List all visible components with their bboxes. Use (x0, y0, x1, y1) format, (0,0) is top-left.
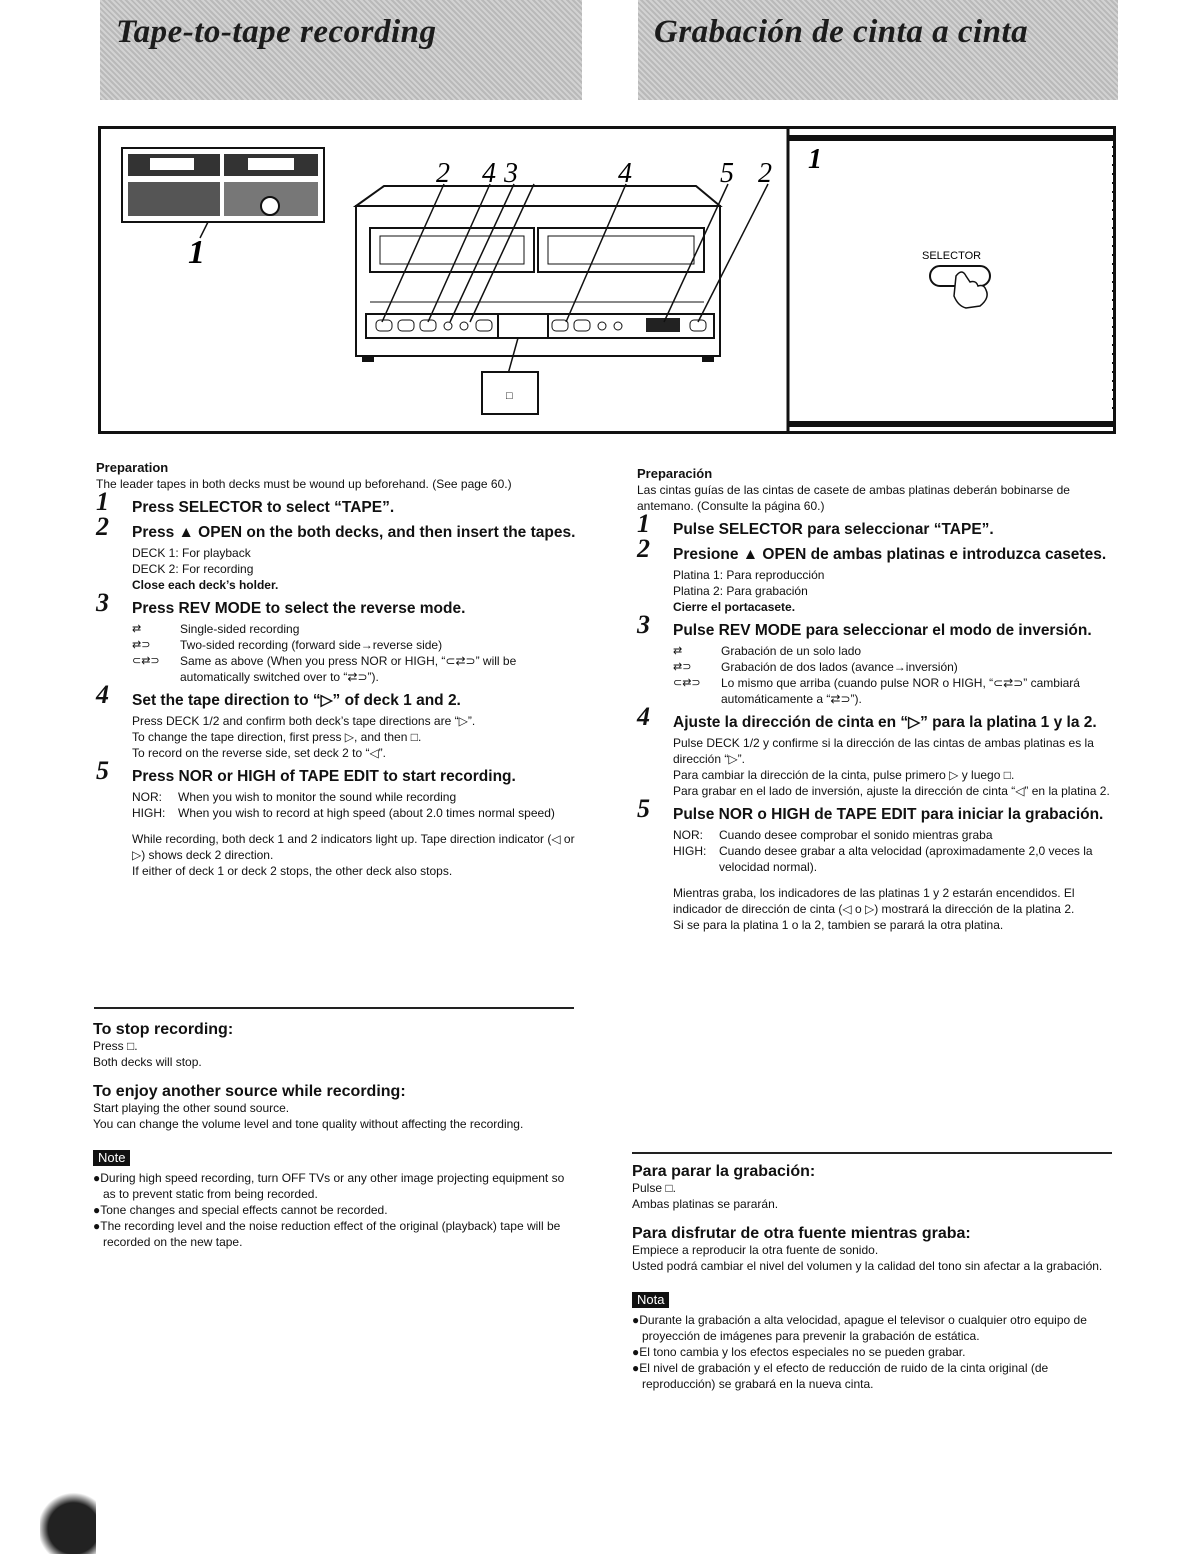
stop-symbol: □ (506, 390, 513, 402)
def-key: NOR: (132, 790, 162, 804)
step-3 (637, 610, 1115, 707)
spanish-column (637, 466, 1115, 933)
def-value: When you wish to monitor the sound while recording (178, 790, 457, 804)
callout-4: 5 (720, 158, 734, 189)
step-heading: Press NOR or HIGH of TAPE EDIT to start recording. (132, 768, 516, 785)
right-panel-number: 1 (808, 144, 822, 175)
step-bold-line: Cierre el portacasete. (673, 600, 796, 614)
step-heading: Pulse SELECTOR para seleccionar “TAPE”. (673, 521, 994, 538)
step-line: Press DECK 1/2 and confirm both deck’s tape directions are “▷”. (132, 714, 476, 728)
step-line: DECK 1: For playback (132, 546, 251, 560)
mode-text: Same as above (When you press NOR or HIGH, “⊂⇄⊃” will be automatically switched over to “⇄⊃”). (180, 654, 517, 684)
step-number: 4 (96, 680, 109, 709)
step-heading: Presione ▲ OPEN de ambas platinas e introduzca casetes. (673, 546, 1107, 563)
step-heading: Press ▲ OPEN on the both decks, and then insert the tapes. (132, 524, 576, 541)
def-value: Cuando desee comprobar el sonido mientras graba (719, 828, 993, 842)
mini-unit-icon (122, 148, 324, 238)
note-item: ●The recording level and the noise reduction effect of the original (playback) tape will be recorded on the new tape. (93, 1219, 561, 1249)
step-line: To record on the reverse side, set deck 2 to “◁”. (132, 746, 387, 760)
step-number: 2 (637, 534, 650, 563)
note-item: ●El nivel de grabación y el efecto de reducción de ruido de la cinta original (de reproducción) se grabará en la nueva cinta. (632, 1361, 1049, 1391)
step-4 (96, 680, 578, 761)
stop-line: Ambas platinas se pararán. (632, 1197, 779, 1211)
step-line: DECK 2: For recording (132, 562, 254, 576)
mode-text: Grabación de dos lados (avance→inversión) (721, 660, 958, 674)
enjoy-line: Empiece a reproducir la otra fuente de sonido. (632, 1243, 879, 1257)
step-heading: Pulse NOR o HIGH de TAPE EDIT para iniciar la grabación. (673, 806, 1104, 823)
mode-icon: ⇄⊃ (673, 661, 692, 673)
step-paragraph: While recording, both deck 1 and 2 indicators light up. Tape direction indicator (◁ or ▷) shows deck 2 direction. (132, 832, 575, 862)
stop-line: Press □. (93, 1039, 138, 1053)
mode-icon: ⇄ (132, 623, 142, 635)
step-number: 5 (96, 756, 109, 785)
def-key: NOR: (673, 828, 703, 842)
mode-icon: ⊂⇄⊃ (132, 655, 160, 667)
mode-icon: ⊂⇄⊃ (673, 677, 701, 689)
english-extras (93, 1018, 577, 1250)
step-heading: Press REV MODE to select the reverse mode. (132, 600, 466, 617)
step-4 (637, 702, 1115, 799)
step-line: To change the tape direction, first press ▷, and then □. (132, 730, 422, 744)
enjoy-line: Usted podrá cambiar el nivel del volumen y la calidad del tono sin afectar a la grabación. (632, 1259, 1103, 1273)
page-corner-mark (40, 1490, 96, 1554)
step-number: 5 (637, 794, 650, 823)
unit-callout: 1 (188, 234, 205, 271)
callout-0: 2 (436, 158, 450, 189)
note-label: Note (93, 1150, 130, 1166)
step-number: 4 (637, 702, 650, 731)
stop-line: Both decks will stop. (93, 1055, 202, 1069)
callout-2: 3 (504, 158, 518, 189)
step-2 (637, 534, 1115, 615)
step-5 (637, 794, 1115, 933)
enjoy-line: Start playing the other sound source. (93, 1101, 290, 1115)
note-item: ●El tono cambia y los efectos especiales no se pueden grabar. (632, 1345, 966, 1359)
divider-english (94, 1007, 574, 1009)
step-line: Para grabar en el lado de inversión, ajuste la dirección de cinta “◁” en la platina 2. (673, 784, 1110, 798)
enjoy-title: To enjoy another source while recording: (93, 1083, 406, 1100)
mode-text: Grabación de un solo lado (721, 644, 862, 658)
banner-spanish (638, 0, 1118, 100)
prep-title: Preparación (637, 466, 713, 481)
step-5 (96, 756, 578, 879)
english-column (96, 460, 578, 879)
page-title-spanish: Grabación de cinta a cinta (654, 14, 1029, 50)
spanish-extras (632, 1160, 1112, 1392)
mode-text: Lo mismo que arriba (cuando pulse NOR o HIGH, “⊂⇄⊃” cambiará automáticamente a “⇄⊃”). (721, 676, 1080, 706)
step-paragraph: Si se para la platina 1 o la 2, tambien se parará la otra platina. (673, 918, 1004, 932)
step-heading: Pulse REV MODE para seleccionar el modo de inversión. (673, 622, 1092, 639)
note-label: Nota (632, 1292, 669, 1308)
deck-illustration (98, 126, 1116, 434)
mode-icon: ⇄ (673, 645, 683, 657)
callout-5: 2 (758, 158, 772, 189)
step-1 (96, 487, 578, 517)
stop-title: Para parar la grabación: (632, 1163, 816, 1180)
mode-text: Single-sided recording (180, 622, 300, 636)
note-item: ●During high speed recording, turn OFF TVs or any other image projecting equipment so as to prevent static from being recorded. (93, 1171, 565, 1201)
def-value: When you wish to record at high speed (about 2.0 times normal speed) (178, 806, 555, 820)
enjoy-line: You can change the volume level and tone quality without affecting the recording. (93, 1117, 524, 1131)
banner-english (100, 0, 582, 100)
step-paragraph: Mientras graba, los indicadores de las platinas 1 y 2 estarán encendidos. El indicador de dirección de cinta (◁ o ▷) mostrará la dirección de la platina 2. (673, 886, 1075, 916)
enjoy-title: Para disfrutar de otra fuente mientras graba: (632, 1225, 971, 1242)
step-paragraph: If either of deck 1 or deck 2 stops, the other deck also stops. (132, 864, 453, 878)
step-3 (96, 588, 578, 685)
def-value: Cuando desee grabar a alta velocidad (aproximadamente 2,0 veces la velocidad normal). (719, 844, 1093, 874)
note-item: ●Tone changes and special effects cannot be recorded. (93, 1203, 388, 1217)
step-heading: Set the tape direction to “▷” of deck 1 and 2. (132, 692, 461, 709)
prep-text: Las cintas guías de las cintas de casete de ambas platinas deberán bobinarse de antemano. (Consulte la página 60.) (637, 483, 1070, 513)
callout-3: 4 (618, 158, 632, 189)
step-bold-line: Close each deck’s holder. (132, 578, 279, 592)
step-2 (96, 512, 578, 593)
callout-1: 4 (482, 158, 496, 189)
step-line: Para cambiar la dirección de la cinta, pulse primero ▷ y luego □. (673, 768, 1015, 782)
def-key: HIGH: (132, 806, 166, 820)
page-title-english: Tape-to-tape recording (116, 14, 437, 50)
stop-title: To stop recording: (93, 1021, 234, 1038)
divider-spanish (632, 1152, 1112, 1154)
prep-text: The leader tapes in both decks must be wound up beforehand. (See page 60.) (96, 477, 512, 491)
deck-drawing (356, 184, 768, 414)
step-heading: Ajuste la dirección de cinta en “▷” para la platina 1 y la 2. (673, 714, 1097, 731)
figure-svg (98, 126, 1116, 434)
prep-title: Preparation (96, 460, 169, 475)
step-line: Pulse DECK 1/2 y confirme si la dirección de las cintas de ambas platinas es la dirección “▷”. (673, 736, 1094, 766)
selector-button-icon (930, 266, 990, 308)
step-number: 1 (96, 487, 109, 516)
step-number: 3 (96, 588, 109, 617)
selector-label: SELECTOR (922, 250, 982, 262)
step-line: Platina 2: Para grabación (673, 584, 808, 598)
mode-icon: ⇄⊃ (132, 639, 151, 651)
step-heading: Press SELECTOR to select “TAPE”. (132, 499, 395, 516)
note-item: ●Durante la grabación a alta velocidad, apague el televisor o cualquier otro equipo de proyección de imágenes para prevenir la grabación de estática. (632, 1313, 1087, 1343)
mode-text: Two-sided recording (forward side→reverse side) (180, 638, 443, 652)
def-key: HIGH: (673, 844, 707, 858)
step-1 (637, 509, 1115, 539)
step-number: 3 (637, 610, 650, 639)
stop-line: Pulse □. (632, 1181, 676, 1195)
step-number: 1 (637, 509, 650, 538)
step-number: 2 (96, 512, 109, 541)
step-line: Platina 1: Para reproducción (673, 568, 825, 582)
